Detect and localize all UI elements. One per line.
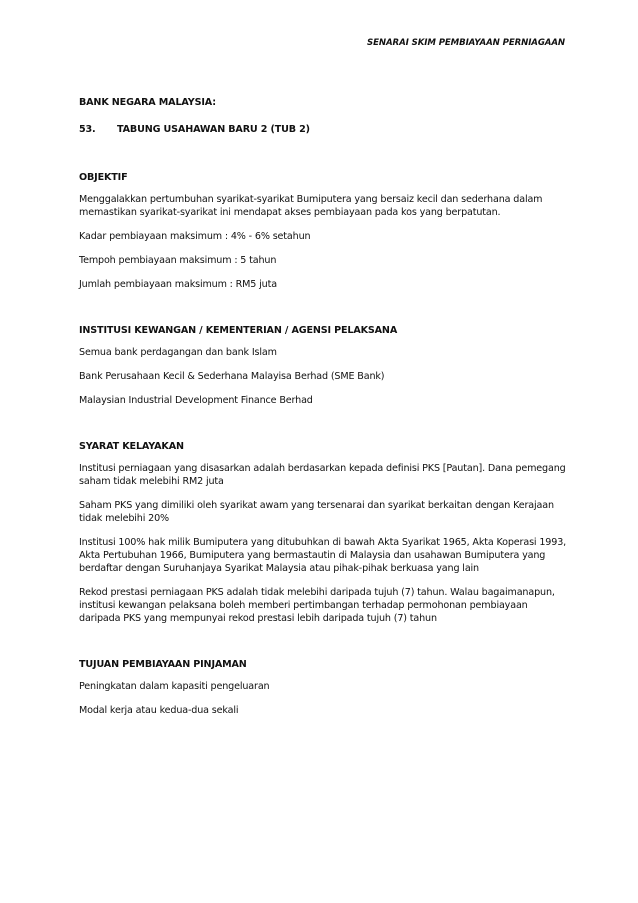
objektif-paragraph: Menggalakkan pertumbuhan syarikat-syarikat Bumiputera yang bersaiz kecil dan sederhana dalam memastikan syarikat-syarikat ini mendapat akses pembiayaan pada kos yang berpatutan. xyxy=(79,194,543,218)
syarat-item: Rekod prestasi perniagaan PKS adalah tidak melebihi daripada tujuh (7) tahun. Walau bagaimanapun, institusi kewangan pelaksana boleh memberi pertimbangan terhadap permohonan pembiayaan daripada PKS yang mempunyai rekod prestasi lebih daripada tujuh (7) tahun xyxy=(79,587,555,624)
objektif-rate: Kadar pembiayaan maksimum : 4% - 6% setahun xyxy=(79,231,311,242)
section-title-institusi: INSTITUSI KEWANGAN / KEMENTERIAN / AGENSI PELAKSANA xyxy=(79,325,398,336)
syarat-item: Institusi 100% hak milik Bumiputera yang ditubuhkan di bawah Akta Syarikat 1965, Akta Koperasi 1993, Akta Pertubuhan 1966, Bumiputera yang bermastautin di Malaysia dan usahawan Bumiputera yang berdaftar dengan Suruhanjaya Syarikat Malaysia atau pihak-pihak berkuasa yang lain xyxy=(79,537,567,574)
section-title-syarat: SYARAT KELAYAKAN xyxy=(79,441,184,452)
institusi-item: Bank Perusahaan Kecil & Sederhana Malayisa Berhad (SME Bank) xyxy=(79,371,385,382)
institusi-item: Malaysian Industrial Development Finance Berhad xyxy=(79,395,313,406)
document-body xyxy=(79,96,569,717)
scheme-heading xyxy=(79,123,569,136)
section-title-tujuan: TUJUAN PEMBIAYAAN PINJAMAN xyxy=(79,659,247,670)
syarat-item: Institusi perniagaan yang disasarkan adalah berdasarkan kepada definisi PKS [Pautan]. Dana pemegang saham tidak melebihi RM2 juta xyxy=(79,463,566,487)
objektif-amount: Jumlah pembiayaan maksimum : RM5 juta xyxy=(79,279,277,290)
scheme-name: TABUNG USAHAWAN BARU 2 (TUB 2) xyxy=(117,124,310,135)
objektif-tenure: Tempoh pembiayaan maksimum : 5 tahun xyxy=(79,255,277,266)
section-title-objektif: OBJEKTIF xyxy=(79,172,128,183)
tujuan-item: Modal kerja atau kedua-dua sekali xyxy=(79,705,239,716)
scheme-number: 53. xyxy=(79,124,96,135)
bank-heading: BANK NEGARA MALAYSIA: xyxy=(79,97,216,108)
syarat-item: Saham PKS yang dimiliki oleh syarikat awam yang tersenarai dan syarikat berkaitan dengan Kerajaan tidak melebihi 20% xyxy=(79,500,554,524)
institusi-item: Semua bank perdagangan dan bank Islam xyxy=(79,347,277,358)
page-header: SENARAI SKIM PEMBIAYAAN PERNIAGAAN xyxy=(367,38,565,48)
tujuan-item: Peningkatan dalam kapasiti pengeluaran xyxy=(79,681,270,692)
